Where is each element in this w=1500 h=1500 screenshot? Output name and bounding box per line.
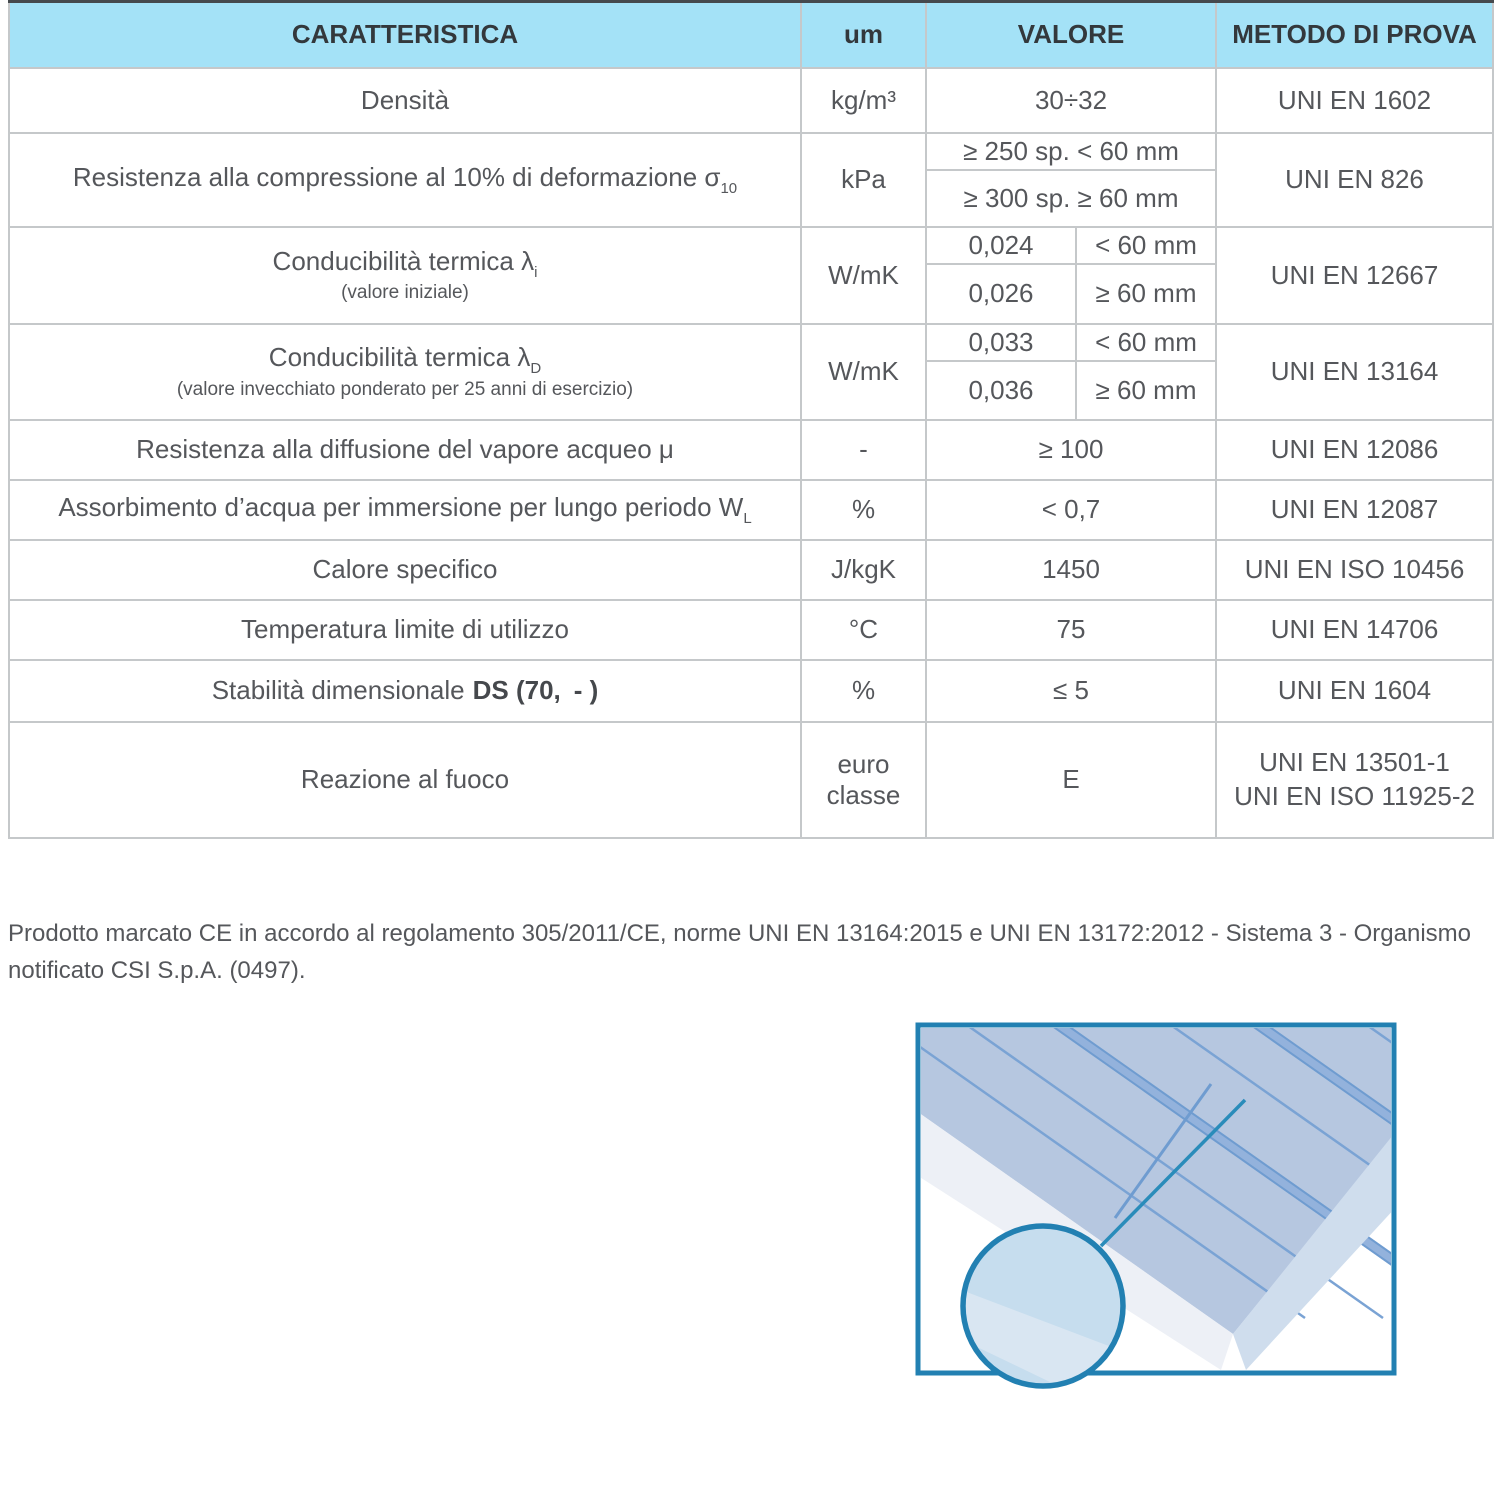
row-caratteristica	[9, 480, 801, 540]
row-valore-value: 0,026	[968, 278, 1034, 308]
row-spessore	[1076, 324, 1216, 361]
row-spessore-value: ≥ 60 mm	[1095, 374, 1197, 405]
row-label-bold: DS (70, - )	[472, 675, 599, 705]
row-metodo-line: UNI EN ISO 11925-2	[1234, 780, 1475, 811]
row-label: Assorbimento d’acqua per immersione per lungo periodo W	[58, 492, 744, 523]
row-metodo	[1216, 227, 1493, 324]
row-valore	[926, 420, 1216, 480]
row-caratteristica	[9, 722, 801, 838]
row-metodo-line: UNI EN 13501-1	[1259, 746, 1450, 777]
row-caratteristica	[9, 68, 801, 133]
row-um-value: %	[851, 494, 876, 524]
row-spessore	[1076, 361, 1216, 420]
row-um	[801, 227, 926, 324]
row-valore-value: ≥ 300 sp. ≥ 60 mm	[963, 182, 1179, 213]
row-um	[801, 480, 926, 540]
row-spessore-value: < 60 mm	[1095, 229, 1197, 260]
row-valore	[926, 540, 1216, 600]
row-valore-value: 75	[1056, 614, 1086, 644]
row-label: Densità	[360, 84, 450, 115]
row-caratteristica	[9, 420, 801, 480]
row-metodo	[1216, 324, 1493, 420]
row-metodo	[1216, 660, 1493, 722]
table-row-stabilita	[9, 660, 1493, 722]
table-row-assorbimento	[9, 480, 1493, 540]
row-um-value: kPa	[841, 164, 886, 194]
row-metodo	[1216, 68, 1493, 133]
table-row-temperatura	[9, 600, 1493, 660]
row-valore-value: ≥ 100	[1038, 434, 1104, 464]
row-metodo-value: UNI EN 12086	[1270, 434, 1439, 464]
row-spessore	[1076, 227, 1216, 264]
row-label-subscript: L	[743, 509, 752, 527]
row-um	[801, 68, 926, 133]
row-valore	[926, 324, 1076, 361]
row-label: Reazione al fuoco	[300, 764, 510, 794]
table-row-reazione	[9, 722, 1493, 838]
row-valore-value: 0,036	[968, 374, 1034, 405]
row-caratteristica	[9, 600, 801, 660]
row-metodo-value: UNI EN 12667	[1270, 259, 1439, 290]
row-metodo	[1216, 540, 1493, 600]
row-um	[801, 600, 926, 660]
row-um	[801, 660, 926, 722]
xps-panel-illustration	[915, 1022, 1397, 1402]
row-label-subscript: 10	[720, 179, 738, 197]
row-valore	[926, 361, 1076, 420]
row-um-value: %	[851, 675, 876, 705]
row-um	[801, 722, 926, 838]
row-metodo-value: UNI EN 826	[1285, 164, 1424, 194]
row-valore	[926, 227, 1076, 264]
row-label: Stabilità dimensionale	[211, 675, 465, 705]
row-valore-value: ≥ 250 sp. < 60 mm	[963, 135, 1179, 166]
row-spessore-value: < 60 mm	[1095, 326, 1197, 357]
xps-panel-figure	[915, 1022, 1397, 1402]
row-caratteristica	[9, 660, 801, 722]
row-label: Resistenza alla compressione al 10% di deformazione σ	[72, 162, 721, 193]
header-um: um	[801, 2, 926, 68]
table-row-conducibilita-iniziale	[9, 227, 1493, 264]
row-valore	[926, 660, 1216, 722]
header-metodo: METODO DI PROVA	[1216, 2, 1493, 68]
row-um-value: W/mK	[828, 356, 899, 386]
row-metodo	[1216, 600, 1493, 660]
row-label: Resistenza alla diffusione del vapore acqueo μ	[136, 434, 674, 464]
header-caratteristica: CARATTERISTICA	[9, 2, 801, 68]
row-label-note: (valore iniziale)	[341, 282, 469, 304]
row-valore-value: < 0,7	[1041, 494, 1101, 524]
row-valore-value: 30÷32	[1034, 84, 1108, 115]
row-label-subscript: D	[530, 359, 542, 377]
row-um	[801, 324, 926, 420]
row-valore	[926, 600, 1216, 660]
row-valore-value: 0,033	[968, 326, 1034, 357]
header-row	[9, 2, 1493, 68]
row-valore	[926, 722, 1216, 838]
row-label: Temperatura limite di utilizzo	[240, 614, 569, 644]
row-um-value: kg/m³	[831, 84, 896, 115]
ce-marking-footnote: Prodotto marcato CE in accordo al regolamento 305/2011/CE, norme UNI EN 13164:2015 e UNI EN 13172:2012 - Sistema 3 - Organismo notificato CSI S.p.A. (0497).	[8, 920, 1471, 985]
row-metodo-value: UNI EN 12087	[1270, 494, 1439, 524]
row-metodo	[1216, 133, 1493, 227]
row-caratteristica	[9, 227, 801, 324]
row-valore-value: 1450	[1042, 554, 1100, 584]
row-valore	[926, 68, 1216, 133]
header-valore: VALORE	[926, 2, 1216, 68]
row-valore	[926, 480, 1216, 540]
row-metodo-value: UNI EN ISO 10456	[1244, 554, 1465, 584]
row-um-value: °C	[848, 614, 879, 644]
row-um-value: euro classe	[826, 748, 901, 810]
row-valore	[926, 170, 1216, 227]
row-spessore-value: ≥ 60 mm	[1095, 278, 1197, 308]
row-caratteristica	[9, 133, 801, 227]
row-um-value: J/kgK	[830, 554, 897, 584]
row-valore-value: E	[1062, 764, 1080, 794]
row-metodo-value: UNI EN 14706	[1270, 614, 1439, 644]
row-um	[801, 540, 926, 600]
table-row-compressione	[9, 133, 1493, 170]
row-metodo-value: UNI EN 1604	[1277, 675, 1432, 705]
row-metodo	[1216, 722, 1493, 838]
technical-characteristics-table	[8, 0, 1494, 839]
row-spessore	[1076, 264, 1216, 324]
row-metodo-value: UNI EN 1602	[1277, 84, 1432, 115]
row-caratteristica	[9, 324, 801, 420]
table-row-conducibilita-invecchiata	[9, 324, 1493, 361]
row-um	[801, 420, 926, 480]
row-um-value: -	[859, 434, 868, 464]
row-metodo	[1216, 420, 1493, 480]
table-row-calore	[9, 540, 1493, 600]
row-label-note: (valore invecchiato ponderato per 25 anni di esercizio)	[176, 378, 634, 400]
row-valore	[926, 133, 1216, 170]
row-valore-value: ≤ 5	[1053, 675, 1089, 705]
row-label: Conducibilità termica λ	[268, 342, 531, 373]
row-label: Calore specifico	[312, 554, 498, 584]
row-caratteristica	[9, 540, 801, 600]
row-valore	[926, 264, 1076, 324]
row-label: Conducibilità termica λ	[272, 245, 535, 276]
row-um-value: W/mK	[828, 259, 899, 290]
row-metodo	[1216, 480, 1493, 540]
table-row-densita	[9, 68, 1493, 133]
row-um	[801, 133, 926, 227]
row-label-subscript: i	[534, 263, 538, 281]
row-valore-value: 0,024	[968, 229, 1034, 260]
row-metodo-value: UNI EN 13164	[1270, 356, 1439, 386]
table-row-vapore	[9, 420, 1493, 480]
